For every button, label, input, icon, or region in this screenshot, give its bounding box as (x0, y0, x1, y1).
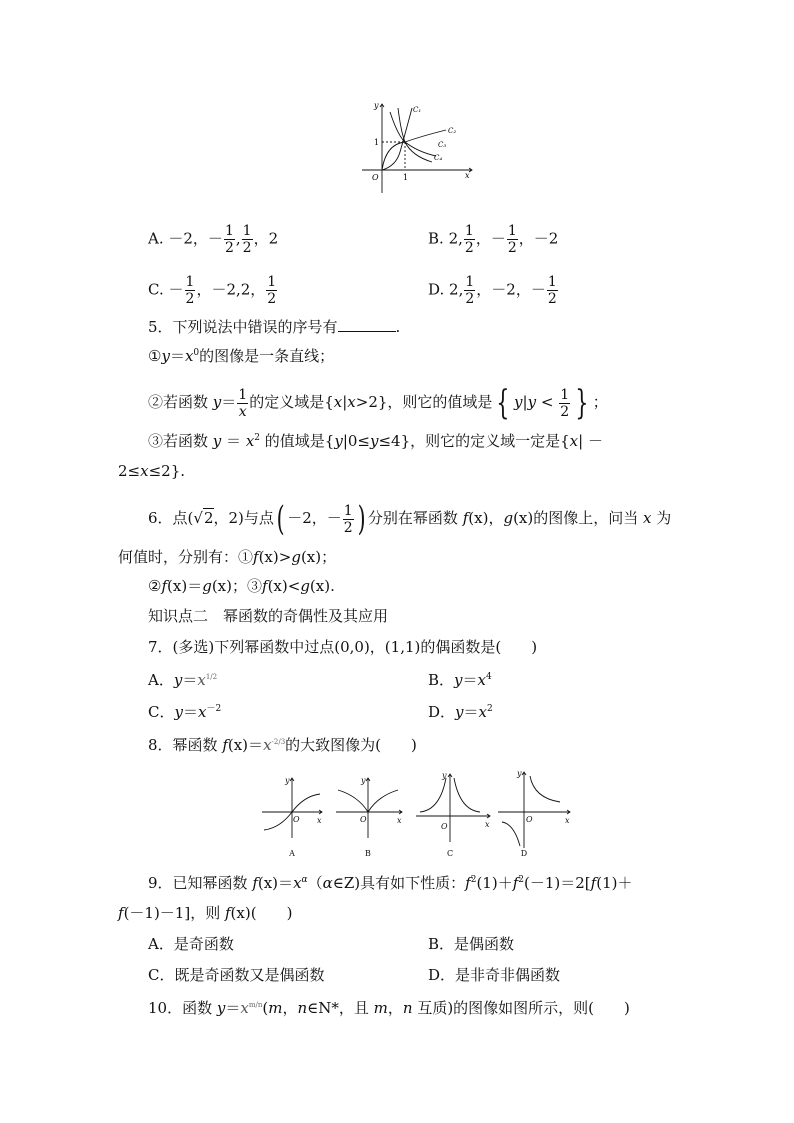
q8b-o: O (360, 815, 367, 824)
q8d-x: x (565, 816, 570, 825)
q8-graph-b (336, 778, 402, 838)
q9-option-a[interactable]: A．是奇函数 (148, 935, 234, 953)
q9-option-c[interactable]: C．既是奇函数又是偶函数 (148, 966, 325, 984)
q8a-o: O (293, 815, 300, 824)
q6-line-1: 6．点(√2，2)与点( －2，－ $\frac{1}{2}$ ) 分别在幂函数 f(x)，g(x)的图像上，问当 x 为 (148, 499, 672, 539)
q7-option-a[interactable]: A．$y=x^{1/2}$ (148, 671, 218, 689)
q8-graph-c (416, 774, 490, 842)
q5-statement-1: $①y=x^0$的图像是一条直线； (148, 347, 335, 365)
curve-label-c1: C₁ (413, 106, 422, 114)
curve-c1 (382, 108, 412, 170)
curve-c2 (382, 130, 446, 170)
q9-line-2: f(－1)－1]，则 f(x)( ) (118, 904, 293, 922)
q8c-x: x (485, 820, 490, 829)
q8-stem: 8．幂函数 $f(x)=x^{-2/3}$的大致图像为( ) (148, 736, 417, 754)
curve-c3 (390, 112, 436, 156)
q10-stem: 10．函数 $y=x^{m/n}(m$，n∈N*，且 m，n 互质)的图像如图所示，则( ) (148, 999, 630, 1017)
q8b-x: x (397, 816, 402, 825)
q4-option-c[interactable]: C. － $\frac{1}{2}$ ，－2,2， $\frac{1}{2}$ (148, 274, 277, 307)
q8a-y: y (285, 776, 290, 785)
q5-statement-3-cont: 2≤x≤2}. (118, 462, 186, 480)
curve-label-c3: C₃ (438, 141, 447, 149)
q7-option-d[interactable]: D．$y=x^2$ (428, 703, 493, 721)
q5-answer-blank[interactable] (338, 319, 396, 332)
curve-label-c4: C₄ (434, 154, 443, 162)
q9-line-1: 9．已知幂函数 $f(x)=x^\alpha(\alpha\in Z)$具有如下性质：$f^2(1)+f^2(-1)=2[f(1)+$ (148, 874, 633, 892)
q8-graph-d (498, 772, 570, 848)
q9-option-b[interactable]: B．是偶函数 (428, 935, 515, 953)
q8-graphs-figure (258, 768, 578, 860)
q8c-o: O (441, 822, 448, 831)
q5-stem: 5．下列说法中错误的序号有 . (148, 318, 401, 336)
q6-line-3: ②f(x)＝g(x)；③f(x)<g(x). (148, 577, 335, 595)
q8a-x: x (317, 816, 322, 825)
q8b-y: y (361, 776, 366, 785)
q7-stem: 7．(多选)下列幂函数中过点(0,0)，(1,1)的偶函数是( ) (148, 638, 538, 656)
power-curves-figure (350, 100, 480, 195)
q8d-o: O (526, 815, 533, 824)
q9-option-d[interactable]: D．是非奇非偶函数 (428, 966, 561, 984)
fig1-tick-y: 1 (374, 138, 380, 147)
q8-graph-a (262, 778, 322, 838)
fig1-y-label: y (374, 101, 379, 110)
fig1-x-label: x (465, 171, 470, 180)
q8d-y: y (517, 769, 522, 778)
curve-label-c2: C₂ (448, 127, 457, 135)
q8c-y: y (442, 771, 447, 780)
q4-option-d[interactable]: D. 2, $\frac{1}{2}$ ，－2，－ $\frac{1}{2}$ (428, 274, 557, 307)
q8-label-c: C (446, 849, 454, 858)
q4-option-b[interactable]: B. 2, $\frac{1}{2}$ ，－ $\frac{1}{2}$ ，－2 (428, 223, 559, 256)
section-heading-2: 知识点二 幂函数的奇偶性及其应用 (148, 607, 389, 625)
q4-option-a[interactable]: A. －2，－ $\frac{1}{2}$ , $\frac{1}{2}$ ，2 (148, 223, 279, 256)
fig1-origin: O (372, 173, 379, 182)
q7-option-b[interactable]: B．$y=x^4$ (428, 671, 492, 689)
q7-option-c[interactable]: C．$y=x^{-2}$ (148, 703, 222, 721)
q5-statement-2: ②若函数 y＝ $\frac{1}{x}$ 的定义域是{x|x>2}，则它的值域是 { y|y < $\frac{1}{2}$ } ； (148, 383, 608, 423)
q5-statement-3: ③若函数 $y = x^2$ 的值域是{y|0≤y≤4}，则它的定义域一定是{x| － (148, 432, 603, 450)
q6-line-2: 何值时，分别有：①f(x)>g(x)； (118, 548, 337, 566)
fig1-tick-x: 1 (403, 173, 409, 182)
q8-label-a: A (289, 849, 295, 858)
q8-label-b: B (365, 849, 371, 858)
q8-label-d: D (520, 849, 528, 858)
